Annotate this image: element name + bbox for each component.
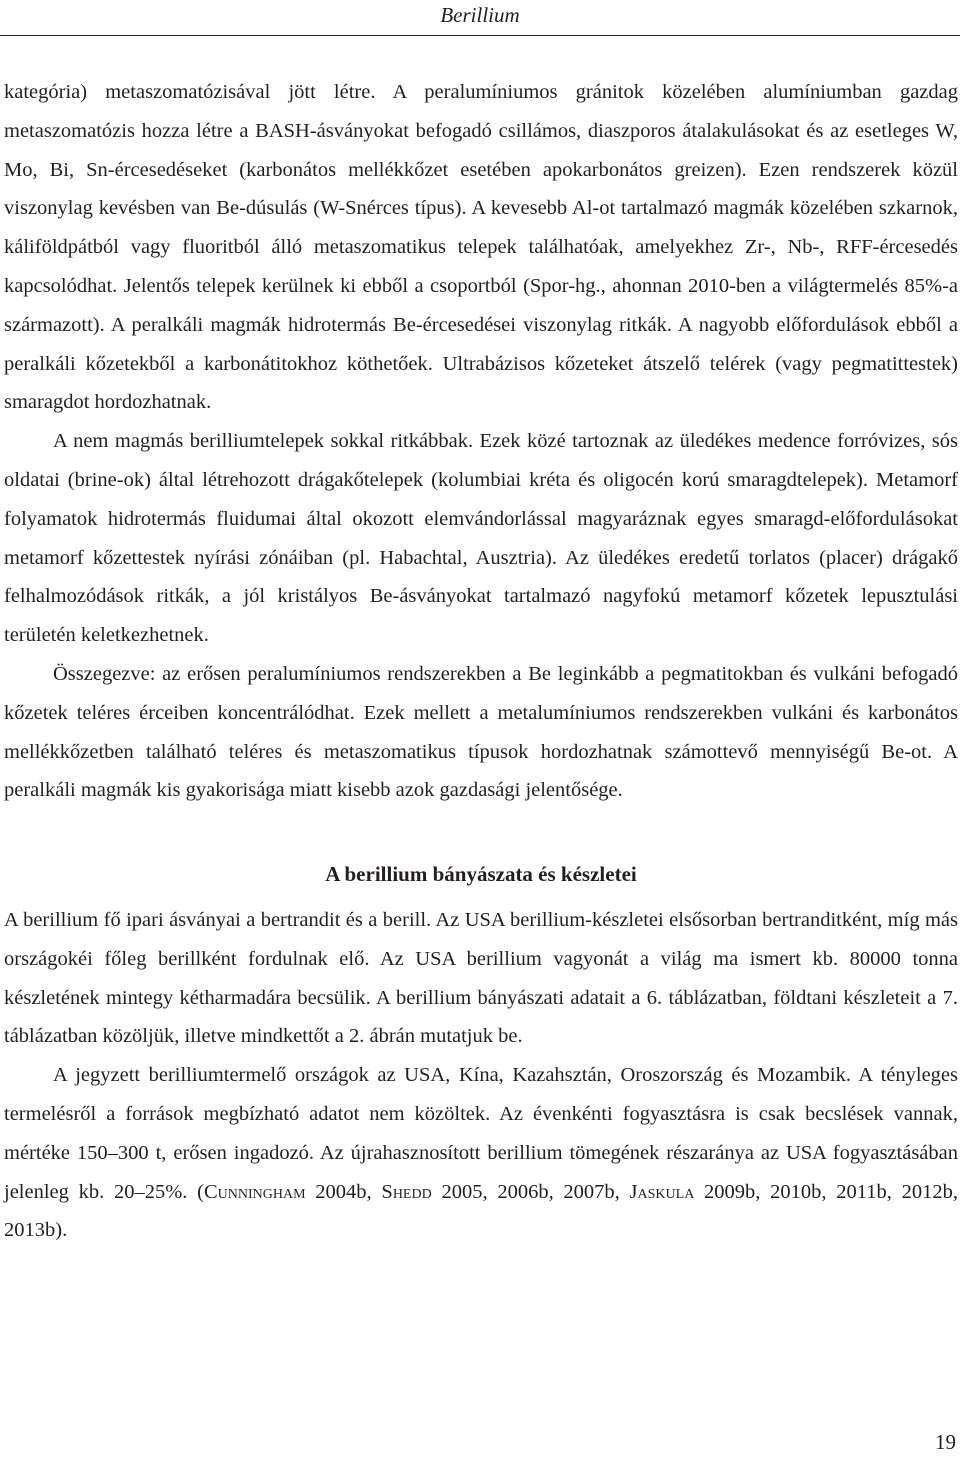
page-body xyxy=(4,73,958,1250)
section-heading: A berillium bányászata és készletei xyxy=(325,862,637,887)
citation-author-cunningham: Cunningham xyxy=(204,1180,306,1203)
citation-author-jaskula: Jaskula xyxy=(629,1180,695,1203)
citation-years: 2005, 2006b, 2007b, xyxy=(431,1180,630,1203)
running-header-title: Berillium xyxy=(440,3,520,27)
paragraph-metasomatism: kategória) metaszomatózisával jött létre. A peralumíniumos gránitok közelében alumíniumban gazdag metaszomatózis hozza létre a BASH-ásványokat befogadó csillámos, diaszporos átalakulásokat és az esetleges W, Mo, Bi, Sn-ércesedéseket (karbonátos mellékkőzet esetében apokarbonátos greizen). Ezen rendszerek közül viszonylag kevésben van Be-dúsulás (W-Snérces típus). A kevesebb Al-ot tartalmazó magmák közelében szkarnok, káliföldpátból vagy fluoritból álló metaszomatikus telepek találhatóak, amelyekhez Zr-, Nb-, RFF-ércesedés kapcsolódhat. Jelentős telepek kerülnek ki ebből a csoportból (Spor-hg., ahonnan 2010-ben a világtermelés 85%-a származott). A peralkáli magmák hidrotermás Be-ércesedései viszonylag ritkák. A nagyobb előfordulások ebből a peralkáli kőzetekből a karbonátitokhoz köthetőek. Ultrabázisos kőzeteket átszelő telérek (vagy pegmatittestek) smaragdot hordozhatnak. xyxy=(4,81,958,414)
citation-author-shedd: Shedd xyxy=(381,1180,432,1203)
paragraph-mining-minerals: A berillium fő ipari ásványai a bertrandit és a berill. Az USA berillium-készletei elsősorban bertranditként, míg más országokéi főleg berillként fordulnak elő. Az USA berillium vagyonát a világ ma ismert kb. 80000 tonna készletének mintegy kétharmadára becsülik. A berillium bányászati adatait a 6. táblázatban, földtani készleteit a 7. táblázatban közöljük, illetve mindkettőt a 2. ábrán mutatjuk be. xyxy=(4,908,958,1048)
paragraph-non-magmatic-deposits: A nem magmás berilliumtelepek sokkal ritkábbak. Ezek közé tartoznak az üledékes medence forróvizes, sós oldatai (brine-ok) által létrehozott drágakőtelepek (kolumbiai kréta és oligocén korú smaragdtelepek). Metamorf folyamatok hidrotermás fluidumai által okozott elemvándorlással magyaráznak egyes smaragd-előfordulásokat metamorf kőzettestek nyírási zónáiban (pl. Habachtal, Ausztria). Az üledékes eredetű torlatos (placer) drágakő felhalmozódások ritkák, a jól kristályos Be-ásványokat tartalmazó nagyfokú metamorf kőzetek lepusztulási területén keletkezhetnek. xyxy=(4,430,958,647)
citation-years: 2009b, 2010b, 2011b, 2012b, 2013b). xyxy=(4,1180,958,1242)
page-number: 19 xyxy=(935,1430,956,1454)
paragraph-summary: Összegezve: az erősen peralumíniumos rendszerekben a Be leginkább a pegmatitokban és vulkáni befogadó kőzetek teléres érceiben koncentrálódhat. Ezek mellett a metalumíniumos rendszerekben vulkáni és karbonátos mellékkőzetben található teléres és metaszomatikus típusok hordozhatnak számottevő mennyiségű Be-ot. A peralkáli magmák kis gyakorisága miatt kisebb azok gazdasági jelentősége. xyxy=(4,662,958,802)
paragraph-producer-countries xyxy=(4,1056,958,1250)
header-divider xyxy=(0,35,960,36)
citation-years: 2004b, xyxy=(305,1180,382,1203)
paragraph-text: A jegyzett berilliumtermelő országok az USA, Kína, Kazahsztán, Oroszország és Mozambik. A tényleges termelésről a források megbízható adatot nem közöltek. Az évenkénti fogyasztásra is csak becslések vannak, mértéke 150–300 t, erősen ingadozó. Az újrahasznosított berillium tömegének részaránya az USA fogyasztásában jelenleg kb. 20–25%. ( xyxy=(4,1064,958,1203)
